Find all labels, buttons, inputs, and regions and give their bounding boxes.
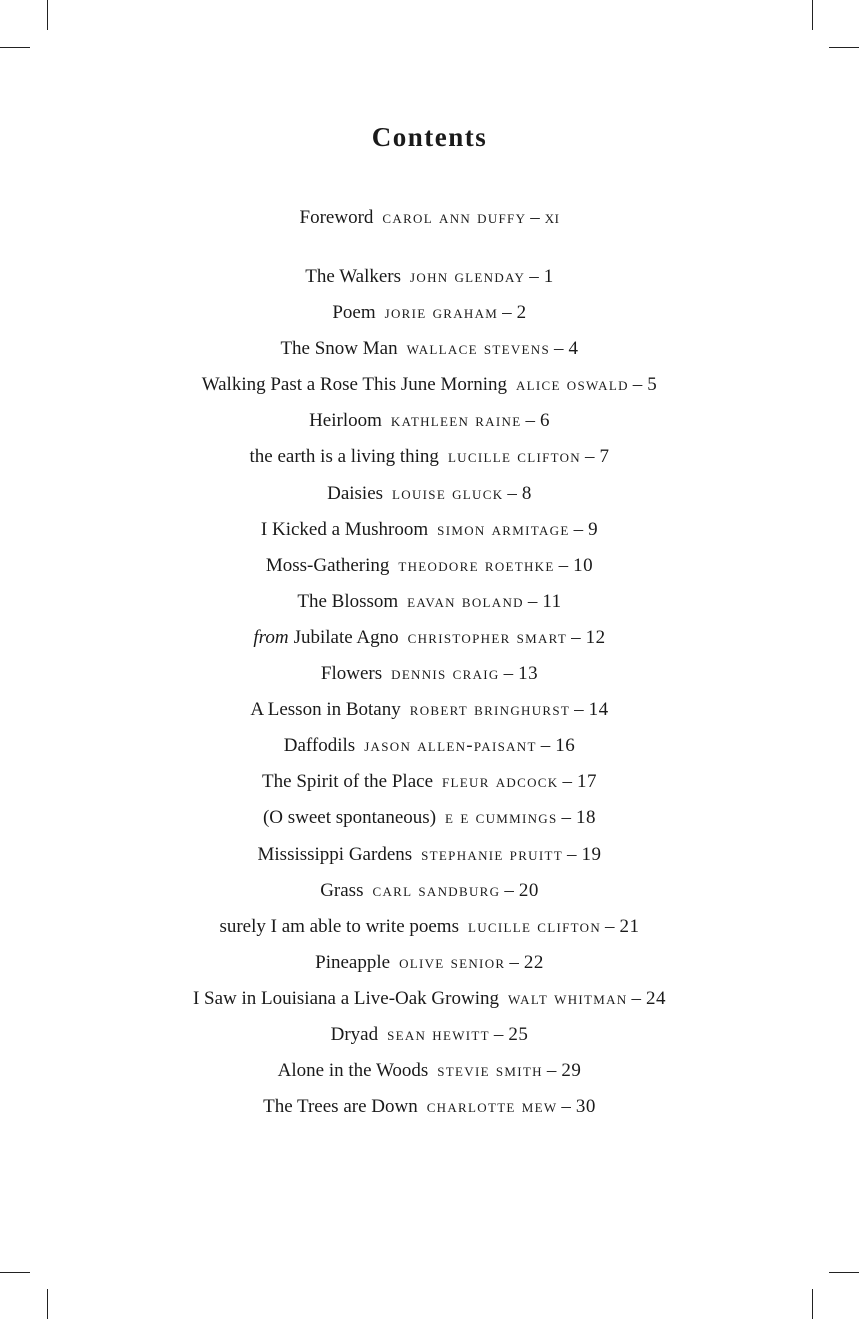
entry-title: Pineapple bbox=[315, 951, 391, 973]
entry-page: 4 bbox=[568, 338, 579, 360]
entry-dash: – bbox=[574, 699, 584, 721]
entry-author: john glenday bbox=[410, 266, 526, 287]
entry-author: eavan boland bbox=[407, 590, 524, 612]
entry-title: The Trees are Down bbox=[263, 1096, 418, 1118]
entry-page: 14 bbox=[588, 699, 609, 721]
entry-author: charlotte mew bbox=[426, 1096, 558, 1118]
toc-entry[interactable] bbox=[0, 1093, 859, 1129]
entry-page: 7 bbox=[599, 446, 610, 468]
entry-author: louise gluck bbox=[392, 482, 504, 504]
entry-page: 18 bbox=[576, 807, 597, 829]
entry-dash: – bbox=[562, 771, 572, 793]
entry-title: Flowers bbox=[320, 663, 383, 685]
toc-entry[interactable] bbox=[0, 299, 859, 335]
entry-dash: – bbox=[540, 735, 551, 757]
crop-mark-top-left-vertical bbox=[47, 0, 48, 30]
contents-list bbox=[0, 263, 859, 1129]
toc-entry[interactable] bbox=[0, 949, 859, 985]
entry-title: Grass bbox=[320, 879, 364, 901]
entry-page: 24 bbox=[646, 987, 667, 1009]
entry-dash: – bbox=[631, 987, 642, 1009]
entry-author: lucille clifton bbox=[447, 446, 581, 468]
entry-author: fleur adcock bbox=[442, 771, 559, 793]
entry-author: jorie graham bbox=[384, 302, 499, 324]
crop-mark-bottom-left-vertical bbox=[47, 1289, 48, 1319]
toc-entry[interactable] bbox=[0, 335, 859, 371]
entry-page: 2 bbox=[516, 302, 527, 324]
entry-title: Heirloom bbox=[309, 410, 382, 432]
entry-author: simon armitage bbox=[437, 518, 570, 540]
toc-entry[interactable] bbox=[0, 913, 859, 949]
entry-dash: – bbox=[504, 879, 514, 901]
entry-title: The Walkers bbox=[305, 266, 402, 287]
toc-entry[interactable] bbox=[0, 480, 859, 516]
entry-dash: – bbox=[546, 1060, 557, 1082]
entry-author: christopher smart bbox=[407, 626, 568, 648]
entry-prefix: from bbox=[253, 626, 289, 648]
crop-mark-bottom-left-horizontal bbox=[0, 1272, 30, 1273]
entry-title: Jubilate Agno bbox=[293, 626, 399, 648]
entry-title: The Blossom bbox=[297, 590, 399, 612]
toc-entry[interactable] bbox=[0, 1021, 859, 1057]
entry-dash: – bbox=[525, 410, 535, 432]
entry-author: carl sandburg bbox=[372, 879, 501, 901]
entry-title: I Saw in Louisiana a Live-Oak Growing bbox=[192, 987, 499, 1009]
entry-title: Walking Past a Rose This June Morning bbox=[201, 374, 507, 396]
entry-title: I Kicked a Mushroom bbox=[260, 518, 429, 540]
entry-page: 6 bbox=[539, 410, 550, 432]
entry-page: 13 bbox=[518, 663, 539, 685]
entry-author: theodore roethke bbox=[398, 554, 555, 576]
entry-page: 29 bbox=[561, 1060, 582, 1082]
entry-title: Mississippi Gardens bbox=[257, 843, 413, 865]
entry-dash: – bbox=[529, 266, 539, 287]
entry-dash: – bbox=[493, 1023, 504, 1045]
entry-title: Foreword bbox=[299, 207, 374, 228]
entry-dash: – bbox=[585, 446, 595, 468]
toc-entry[interactable] bbox=[0, 696, 859, 732]
entry-author: e e cummings bbox=[445, 807, 558, 829]
toc-entry[interactable] bbox=[0, 263, 859, 299]
entry-author: sean hewitt bbox=[387, 1023, 490, 1045]
crop-mark-top-right-horizontal bbox=[829, 47, 859, 48]
crop-mark-top-right-vertical bbox=[812, 0, 813, 30]
toc-entry[interactable] bbox=[0, 407, 859, 443]
crop-mark-bottom-right-horizontal bbox=[829, 1272, 859, 1273]
entry-title: The Snow Man bbox=[280, 338, 398, 360]
entry-page: 5 bbox=[647, 374, 658, 396]
toc-entry[interactable] bbox=[0, 552, 859, 588]
crop-mark-top-left-horizontal bbox=[0, 47, 30, 48]
entry-page: 1 bbox=[543, 266, 554, 287]
entry-title: Dryad bbox=[330, 1023, 379, 1045]
entry-title: (O sweet spontaneous) bbox=[262, 807, 437, 829]
entry-page: 17 bbox=[576, 771, 597, 793]
entry-dash: – bbox=[561, 807, 572, 829]
toc-entry[interactable] bbox=[0, 985, 859, 1021]
page-title: Contents bbox=[371, 122, 488, 152]
toc-entry[interactable] bbox=[0, 443, 859, 479]
toc-entry[interactable] bbox=[0, 660, 859, 696]
entry-title: Daffodils bbox=[283, 735, 356, 757]
entry-author: wallace stevens bbox=[406, 338, 551, 360]
entry-page: 19 bbox=[581, 843, 602, 865]
toc-entry[interactable] bbox=[0, 371, 859, 407]
toc-entry[interactable] bbox=[0, 588, 859, 624]
entry-page: 22 bbox=[523, 951, 544, 973]
entry-dash: – bbox=[632, 374, 643, 396]
entry-author: kathleen raine bbox=[390, 410, 522, 432]
entry-title: The Spirit of the Place bbox=[262, 771, 434, 793]
toc-entry[interactable] bbox=[0, 804, 859, 840]
entry-page: xi bbox=[544, 207, 560, 228]
entry-author: stevie smith bbox=[437, 1060, 543, 1082]
entry-title: surely I am able to write poems bbox=[219, 915, 459, 937]
entry-page: 12 bbox=[585, 626, 606, 648]
entry-dash: – bbox=[554, 338, 564, 360]
entry-dash: – bbox=[502, 302, 512, 324]
toc-entry[interactable] bbox=[0, 1057, 859, 1093]
toc-entry-foreword[interactable] bbox=[0, 204, 859, 240]
entry-page: 16 bbox=[555, 735, 576, 757]
entry-page: 11 bbox=[542, 590, 562, 612]
entry-dash: – bbox=[509, 951, 519, 973]
entry-author: lucille clifton bbox=[467, 915, 602, 937]
entry-author: dennis craig bbox=[391, 663, 500, 685]
entry-dash: – bbox=[527, 590, 538, 612]
entry-title: Poem bbox=[332, 302, 376, 324]
entry-page: 25 bbox=[508, 1023, 529, 1045]
entry-author: carol ann duffy bbox=[382, 207, 527, 228]
toc-entry[interactable] bbox=[0, 516, 859, 552]
entry-dash: – bbox=[503, 663, 514, 685]
entry-dash: – bbox=[558, 554, 569, 576]
entry-title: A Lesson in Botany bbox=[250, 699, 401, 721]
entry-page: 20 bbox=[518, 879, 539, 901]
entry-dash: – bbox=[571, 626, 581, 648]
toc-entry[interactable] bbox=[0, 732, 859, 768]
entry-author: alice oswald bbox=[515, 374, 629, 396]
entry-dash: – bbox=[507, 482, 517, 504]
entry-page: 10 bbox=[573, 554, 594, 576]
toc-entry[interactable] bbox=[0, 841, 859, 877]
toc-entry[interactable] bbox=[0, 624, 859, 660]
entry-page: 30 bbox=[575, 1096, 596, 1118]
foreword-list bbox=[0, 204, 859, 240]
toc-entry[interactable] bbox=[0, 877, 859, 913]
entry-author: robert bringhurst bbox=[409, 699, 571, 721]
entry-title: Moss-Gathering bbox=[265, 554, 390, 576]
toc-entry[interactable] bbox=[0, 768, 859, 804]
crop-mark-bottom-right-vertical bbox=[812, 1289, 813, 1319]
entry-author: jason allen-paisant bbox=[364, 735, 537, 757]
entry-title: the earth is a living thing bbox=[249, 446, 439, 468]
entry-author: stephanie pruitt bbox=[421, 843, 563, 865]
entry-page: 8 bbox=[521, 482, 532, 504]
entry-dash: – bbox=[605, 915, 615, 937]
entry-dash: – bbox=[561, 1096, 571, 1118]
entry-dash: – bbox=[566, 843, 577, 865]
entry-title: Alone in the Woods bbox=[277, 1060, 429, 1082]
entry-dash: – bbox=[573, 518, 584, 540]
entry-title: Daisies bbox=[327, 482, 384, 504]
entry-author: walt whitman bbox=[508, 987, 628, 1009]
entry-page: 21 bbox=[619, 915, 640, 937]
entry-dash: – bbox=[530, 207, 540, 228]
entry-page: 9 bbox=[588, 518, 599, 540]
entry-author: olive senior bbox=[399, 951, 506, 973]
